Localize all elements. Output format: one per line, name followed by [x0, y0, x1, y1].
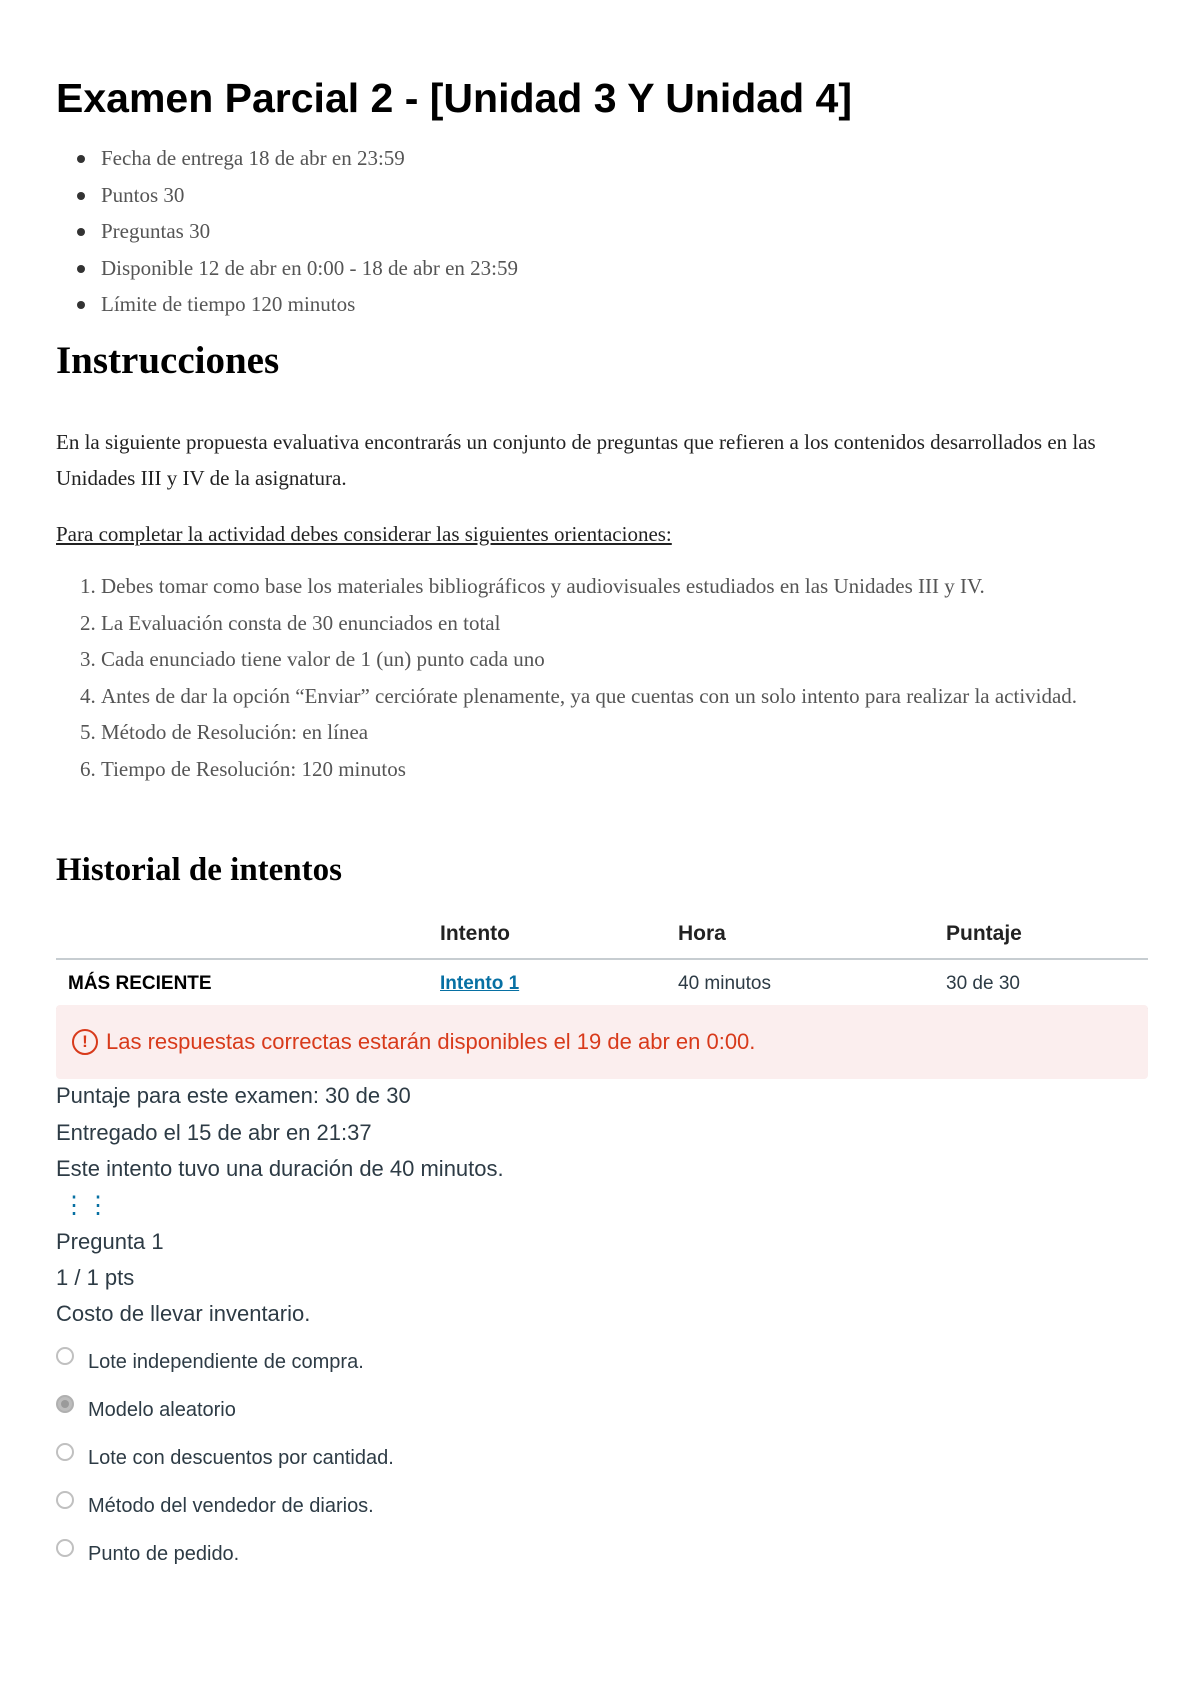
page-title: Examen Parcial 2 - [Unidad 3 Y Unidad 4] [56, 75, 852, 121]
answer-option[interactable] [56, 1338, 394, 1386]
answer-label: Modelo aleatorio [88, 1398, 236, 1421]
attempts-table [56, 910, 1148, 1009]
instruction-step: 4. Antes de dar la opción “Enviar” cerciórate plenamente, ya que cuentas con un solo intento para realizar la actividad. [101, 678, 1146, 715]
instruction-step: 5. Método de Resolución: en línea [101, 714, 1146, 751]
detail-questions: Preguntas 30 [101, 213, 518, 250]
summary-submitted: Entregado el 15 de abr en 21:37 [56, 1119, 372, 1145]
attempt-time: 40 minutos [666, 959, 934, 1009]
question-prompt: Costo de llevar inventario. [56, 1301, 311, 1326]
answer-option[interactable] [56, 1434, 394, 1482]
answers-availability-alert [56, 1005, 1148, 1079]
radio-button[interactable] [56, 1491, 74, 1509]
instructions-paragraph: En la siguiente propuesta evaluativa encontrarás un conjunto de preguntas que refieren a los contenidos desarrollados en las Unidades III y IV de la asignatura. [56, 430, 1096, 490]
radio-button[interactable] [56, 1347, 74, 1365]
instructions-steps [56, 568, 1146, 787]
column-header-attempt: Intento [428, 910, 666, 959]
answer-option[interactable] [56, 1386, 394, 1434]
summary-score: Puntaje para este examen: 30 de 30 [56, 1083, 411, 1108]
instructions-heading: Instrucciones [56, 339, 280, 382]
instruction-step: 6. Tiempo de Resolución: 120 minutos [101, 751, 1146, 788]
answer-option[interactable] [56, 1482, 394, 1530]
detail-available: Disponible 12 de abr en 0:00 - 18 de abr en 23:59 [101, 250, 518, 287]
answer-label: Lote con descuentos por cantidad. [88, 1446, 394, 1469]
answer-label: Punto de pedido. [88, 1542, 240, 1565]
column-header-time: Hora [666, 910, 934, 959]
attempt-label: MÁS RECIENTE [56, 959, 428, 1009]
detail-points: Puntos 30 [101, 177, 518, 214]
instruction-step: 2. La Evaluación consta de 30 enunciados en total [101, 605, 1146, 642]
question-number: Pregunta 1 [56, 1229, 164, 1254]
drag-handle-icon[interactable]: ⋮⋮ [62, 1192, 110, 1219]
summary-duration: Este intento tuvo una duración de 40 minutos. [56, 1156, 504, 1181]
radio-button[interactable] [56, 1443, 74, 1461]
attempt-link[interactable]: Intento 1 [440, 973, 520, 994]
table-header-row [56, 910, 1148, 959]
history-heading: Historial de intentos [56, 852, 342, 888]
warning-icon: ! [72, 1029, 98, 1055]
answer-label: Lote independiente de compra. [88, 1350, 364, 1373]
question-points: 1 / 1 pts [56, 1265, 135, 1290]
radio-button[interactable] [56, 1539, 74, 1557]
table-row [56, 959, 1148, 1009]
quiz-details-list [56, 140, 518, 323]
answer-list [56, 1338, 394, 1578]
detail-time-limit: Límite de tiempo 120 minutos [101, 286, 518, 323]
alert-text: Las respuestas correctas estarán disponibles el 19 de abr en 0:00. [106, 1029, 756, 1054]
instruction-step: 3. Cada enunciado tiene valor de 1 (un) punto cada uno [101, 641, 1146, 678]
attempt-summary [56, 1078, 504, 1188]
column-header-label [56, 910, 428, 959]
question-block [56, 1224, 310, 1332]
answer-option[interactable] [56, 1530, 394, 1578]
radio-button-selected[interactable] [56, 1395, 74, 1413]
answer-label: Método del vendedor de diarios. [88, 1494, 374, 1517]
instruction-step: 1. Debes tomar como base los materiales bibliográficos y audiovisuales estudiados en las Unidades III y IV. [101, 568, 1146, 605]
attempt-score: 30 de 30 [934, 959, 1148, 1009]
detail-due-date: Fecha de entrega 18 de abr en 23:59 [101, 140, 518, 177]
instructions-subtitle: Para completar la actividad debes considerar las siguientes orientaciones: [56, 522, 672, 546]
column-header-score: Puntaje [934, 910, 1148, 959]
attempt-cell [428, 959, 666, 1009]
